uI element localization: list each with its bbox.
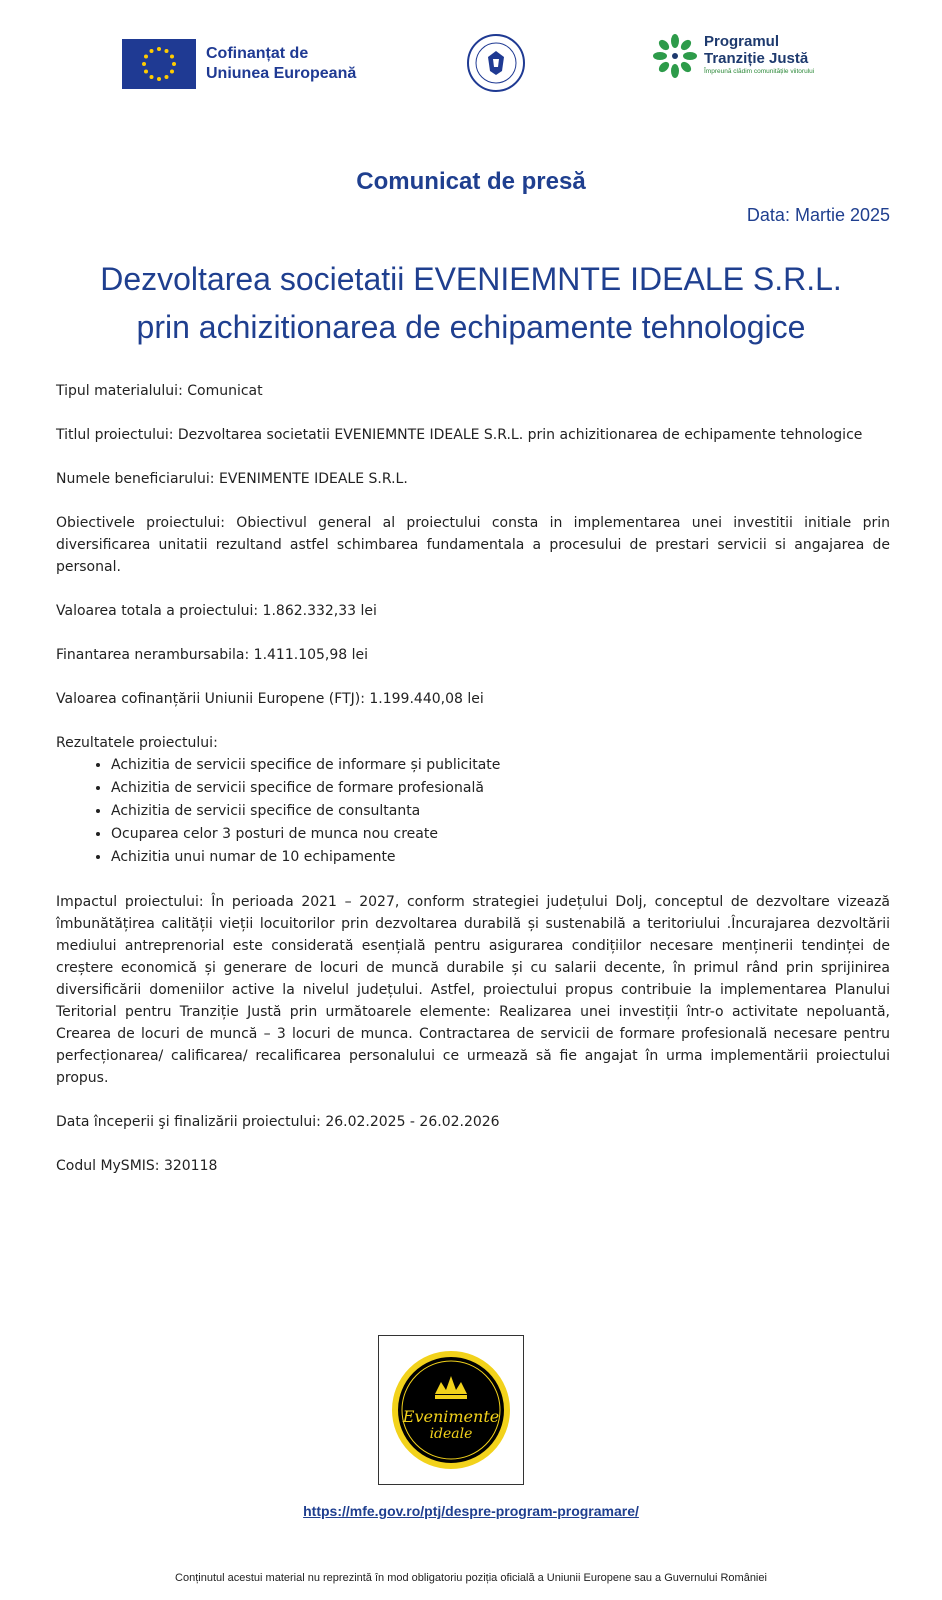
project-period: Data începerii şi finalizării proiectului: 26.02.2025 - 26.02.2026 <box>56 1114 500 1130</box>
project-title <box>40 255 902 351</box>
list-item: • Ocuparea celor 3 posturi de munca nou create <box>111 823 890 846</box>
romanian-government-seal-icon <box>466 33 526 93</box>
beneficiary: Numele beneficiarului: EVENIMENTE IDEALE S.R.L. <box>56 471 408 487</box>
non-refundable-funding: Finantarea nerambursabila: 1.411.105,98 lei <box>56 647 369 663</box>
logo-text-1: Evenimente <box>402 1407 500 1426</box>
ptj-tagline: Împreună clădim comunitățile viitorului <box>704 68 815 75</box>
list-item: • Achizitia de servicii specifice de consultanta <box>111 800 890 823</box>
list-item: • Achizitia de servicii specifice de formare profesională <box>111 777 890 800</box>
document-body <box>56 380 890 1199</box>
title-line-1: Dezvoltarea societatii EVENIEMNTE IDEALE S.R.L. <box>100 261 842 297</box>
ptj-logo <box>652 33 814 79</box>
results-label: Rezultatele proiectului: <box>56 735 218 751</box>
eu-logo <box>122 39 356 89</box>
eu-line-2: Uniunea Europeană <box>206 65 357 82</box>
eu-line-1: Cofinanțat de <box>206 45 309 62</box>
eu-cofinanced-text <box>206 44 356 84</box>
header-logos <box>0 30 942 100</box>
disclaimer: Conținutul acestui material nu reprezintă în mod obligatoriu poziția oficială a Uniunii Europene sau a Guvernului României <box>175 1572 767 1584</box>
objectives: Obiectivele proiectului: Obiectivul general al proiectului consta in implementarea unei investitii initiale prin diversificarea unitatii rezultand astfel schimbarea fundamentala a procesului de prestari servicii si angajarea de personal. <box>56 515 890 575</box>
press-release-heading: Comunicat de presă <box>356 168 586 195</box>
ptj-line-1: Programul <box>704 33 780 50</box>
list-item: • Achizitia unui numar de 10 echipamente <box>111 846 890 869</box>
eu-flag-icon <box>122 39 196 89</box>
eu-cofinancing-value: Valoarea cofinanțării Uniunii Europene (FTJ): 1.199.440,08 lei <box>56 691 484 707</box>
results-list <box>56 754 890 869</box>
ptj-line-2: Tranziție Justă <box>704 50 809 67</box>
list-item: • Achizitia de servicii specifice de informare și publicitate <box>111 754 890 777</box>
project-impact: Impactul proiectului: În perioada 2021 – 2027, conform strategiei județului Dolj, conceptul de dezvoltare vizează îmbunătățirea calității vieții locuitorilor prin dezvoltarea durabilă și sustenabilă a teritoriului .Încurajarea dezvoltării mediului antreprenorial este considerată esențială pentru asigurarea condițiilor necesare menținerii tendinței de creștere economică și generare de locuri de muncă durabile și cu salarii decente, în primul rând prin sprijinirea diversificării domeniilor active la nivelul județului. Astfel, proiectului propus contribuie la implementarea Planului Teritorial pentru Tranziție Justă prin următoarele elemente: Realizarea unei investiții într-o activitate nepoluantă, Crearea de locuri de muncă – 3 locuri de munca. Contractarea de servicii de formare profesională necesare pentru perfecționarea/ calificarea/ recalificarea personalului ce urmează să fie angajat în urma implementării proiectului propus. <box>56 894 890 1086</box>
program-link[interactable]: https://mfe.gov.ro/ptj/despre-program-programare/ <box>303 1503 639 1519</box>
logo-text-2: ideale <box>429 1426 473 1442</box>
mysmis-code: Codul MySMIS: 320118 <box>56 1158 218 1174</box>
release-date: Data: Martie 2025 <box>746 205 890 225</box>
project-name: Titlul proiectului: Dezvoltarea societatii EVENIEMNTE IDEALE S.R.L. prin achizitionarea de echipamente tehnologice <box>56 427 863 443</box>
ptj-leaf-icon <box>652 33 698 79</box>
material-type: Tipul materialului: Comunicat <box>56 383 263 399</box>
title-line-2: prin achizitionarea de echipamente tehnologice <box>136 309 806 345</box>
total-value: Valoarea totala a proiectului: 1.862.332,33 lei <box>56 603 377 619</box>
beneficiary-logo <box>378 1335 524 1485</box>
